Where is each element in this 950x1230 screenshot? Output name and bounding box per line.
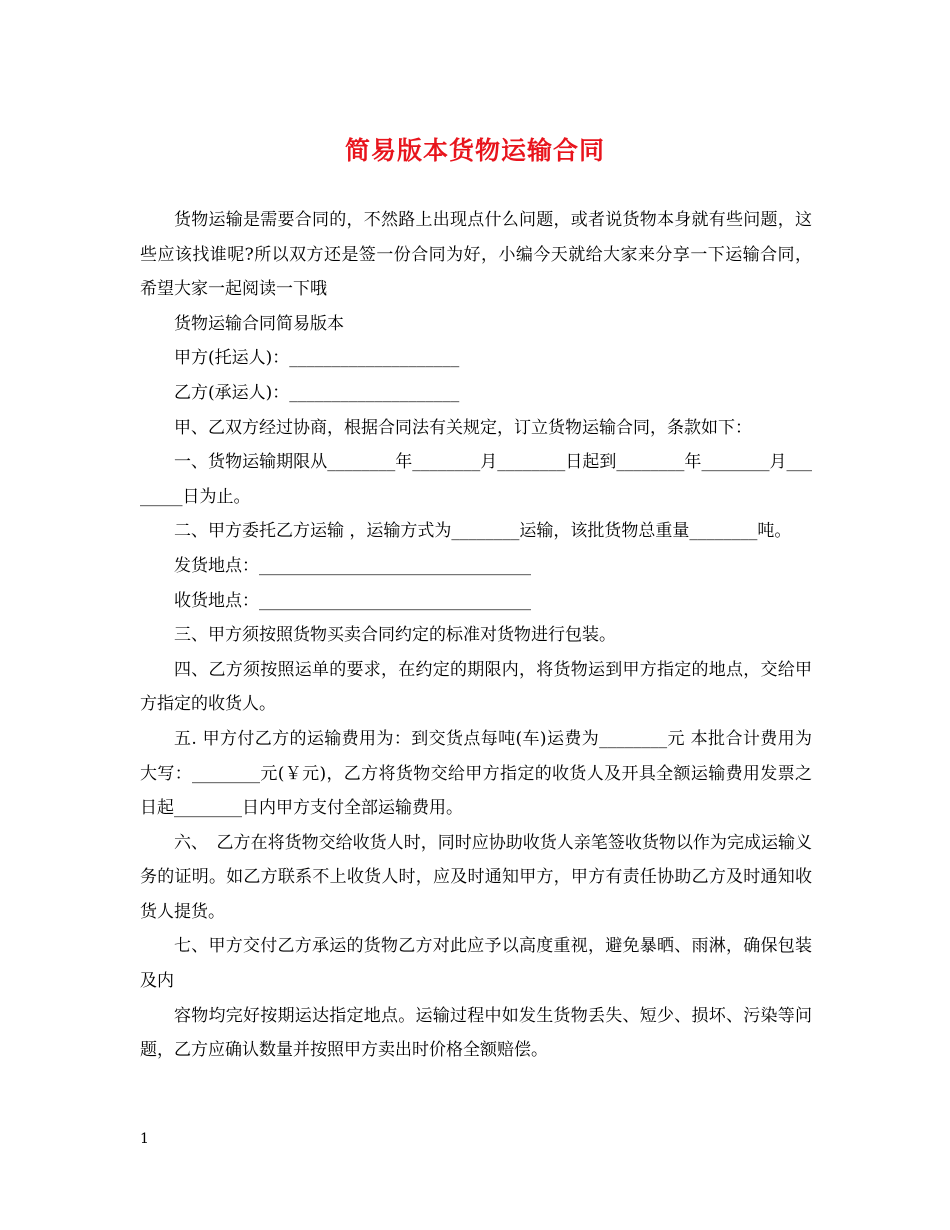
paragraph-shipping-place: 发货地点：________________________________: [174, 555, 531, 576]
clause-3: 三、甲方须按照货物买卖合同约定的标准对货物进行包装。: [174, 625, 616, 646]
clause-1: 一、货物运输期限从________年________月________日起到________年________月________日为止。: [140, 452, 812, 507]
page-number: 1: [140, 1131, 149, 1147]
paragraph-heading: 货物运输合同简易版本: [174, 313, 344, 334]
paragraph-intro: 货物运输是需要合同的，不然路上出现点什么问题，或者说货物本身就有些问题，这些应该找谁呢?所以双方还是签一份合同为好，小编今天就给大家来分享一下运输合同，希望大家一起阅读一下哦: [140, 210, 812, 300]
paragraph-party-a: 甲方(托运人)：____________________: [174, 348, 460, 369]
clause-5: 五. 甲方付乙方的运输费用为：到交货点每吨(车)运费为________元 本批合计费用为大写：________元(￥元)，乙方将货物交给甲方指定的收货人及开具全额运输费用发票之日起________日内甲方支付全部运输费用。: [140, 728, 812, 819]
paragraph-party-b: 乙方(承运人)：____________________: [174, 382, 460, 403]
clause-7: 七、甲方交付乙方承运的货物乙方对此应予以高度重视，避免暴晒、雨淋，确保包装及内: [140, 936, 812, 992]
clause-6: 六、 乙方在将货物交给收货人时，同时应协助收货人亲笔签收货物以作为完成运输义务的证明。如乙方联系不上收货人时，应及时通知甲方，甲方有责任协助乙方及时通知收货人提货。: [140, 832, 812, 922]
clause-2: 二、甲方委托乙方运输 ，运输方式为________运输，该批货物总重量________吨。: [174, 521, 792, 542]
paragraph-receiving-place: 收货地点：________________________________: [174, 590, 531, 611]
document-title: 简易版本货物运输合同: [344, 136, 605, 165]
document-body: [140, 203, 812, 1068]
clause-7-continued: 容物均完好按期运达指定地点。运输过程中如发生货物丢失、短少、损坏、污染等问题，乙方应确认数量并按照甲方卖出时价格全额赔偿。: [140, 1005, 812, 1061]
paragraph-preamble: 甲、乙双方经过协商，根据合同法有关规定，订立货物运输合同，条款如下：: [174, 417, 752, 438]
clause-4: 四、乙方须按照运单的要求，在约定的期限内，将货物运到甲方指定的地点，交给甲方指定的收货人。: [140, 659, 812, 715]
